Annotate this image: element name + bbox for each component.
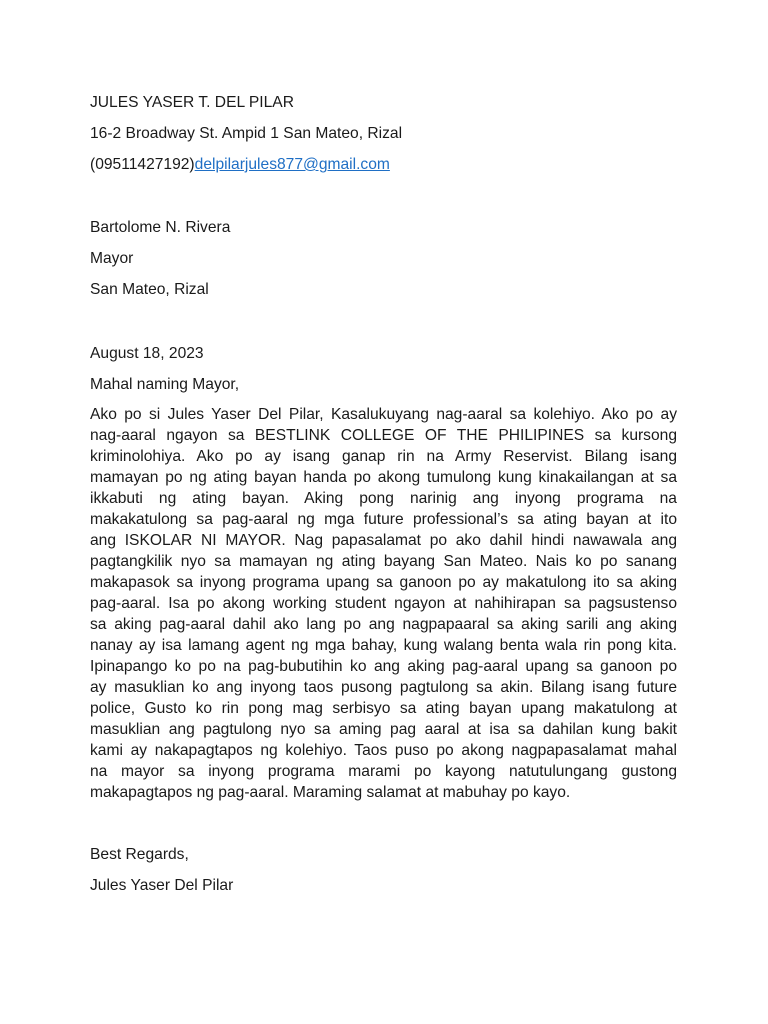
body-line: police, Gusto ko rin pong mag serbisyo sa ating bayan upang makatulong at [90, 700, 677, 717]
body-line: makakatulong sa pag-aaral ng mga future professional’s sa ating bayan at ito [90, 511, 677, 528]
recipient-location: San Mateo, Rizal [90, 281, 209, 298]
recipient-title: Mayor [90, 250, 134, 267]
sender-contact [90, 155, 390, 175]
body-line: nag-aaral ngayon sa BESTLINK COLLEGE OF THE PHILIPINES sa kursong [90, 427, 677, 444]
body-line: Ako po si Jules Yaser Del Pilar, Kasalukuyang nag-aaral sa kolehiyo. Ako po ay [90, 406, 677, 423]
body-line: ay masuklian ko ang inyong taos pusong pagtulong sa akin. Bilang isang future [90, 679, 677, 696]
sender-address: 16-2 Broadway St. Ampid 1 San Mateo, Rizal [90, 125, 403, 142]
body-line: sa aking pag-aaral dahil ako lang po ang nagpapaaral sa aking sarili ang aking [90, 616, 677, 633]
body-line: kami ay nakapagtapos ng kolehiyo. Taos puso po akong nagpapasalamat mahal [90, 742, 677, 759]
body-line: nanay ay isa lamang agent ng mga bahay, kung walang benta wala rin pong kita. [90, 637, 677, 654]
body-line: Ipinapango ko po na pag-bubutihin ko ang aking pag-aaral upang sa ganoon po [90, 658, 677, 675]
body-line: ikkabuti ng ating bayan. Aking pong narinig ang inyong programa na [90, 490, 677, 507]
body-line: masuklian ang pagtulong nyo sa aming pag aaral at isa sa dahilan kung bakit [90, 721, 677, 738]
body-line: kriminolohiya. Ako po ay isang ganap rin na Army Reservist. Bilang isang [90, 448, 677, 465]
body-line: makapagtapos ng pag-aaral. Maraming salamat at mabuhay po kayo. [90, 784, 571, 801]
body-line: makapasok sa inyong programa upang sa ganoon po ay makatulong ito sa aking [90, 574, 677, 591]
body-line: na mayor sa inyong programa marami po kayong natutulungang gustong [90, 763, 677, 780]
body-line: mamayan po ng ating bayan handa po akong tumulong kung kinakailangan at sa [90, 469, 677, 486]
recipient-name: Bartolome N. Rivera [90, 219, 231, 236]
body-line: ang ISKOLAR NI MAYOR. Nag papasalamat po ako dahil hindi nawawala ang [90, 532, 677, 549]
letter-body [90, 404, 677, 803]
salutation: Mahal naming Mayor, [90, 376, 240, 393]
body-line: pagtangkilik nyo sa mamayan ng ating bayang San Mateo. Nais ko po sanang [90, 553, 677, 570]
sender-name: JULES YASER T. DEL PILAR [90, 94, 294, 111]
signature-name: Jules Yaser Del Pilar [90, 877, 234, 894]
sender-email-link[interactable]: delpilarjules877@gmail.com [194, 156, 390, 173]
letter-date: August 18, 2023 [90, 345, 204, 362]
sender-phone: (09511427192) [90, 156, 195, 173]
body-line: pag-aaral. Isa po akong working student ngayon at nahihirapan sa pagsustenso [90, 595, 677, 612]
closing: Best Regards, [90, 846, 189, 863]
